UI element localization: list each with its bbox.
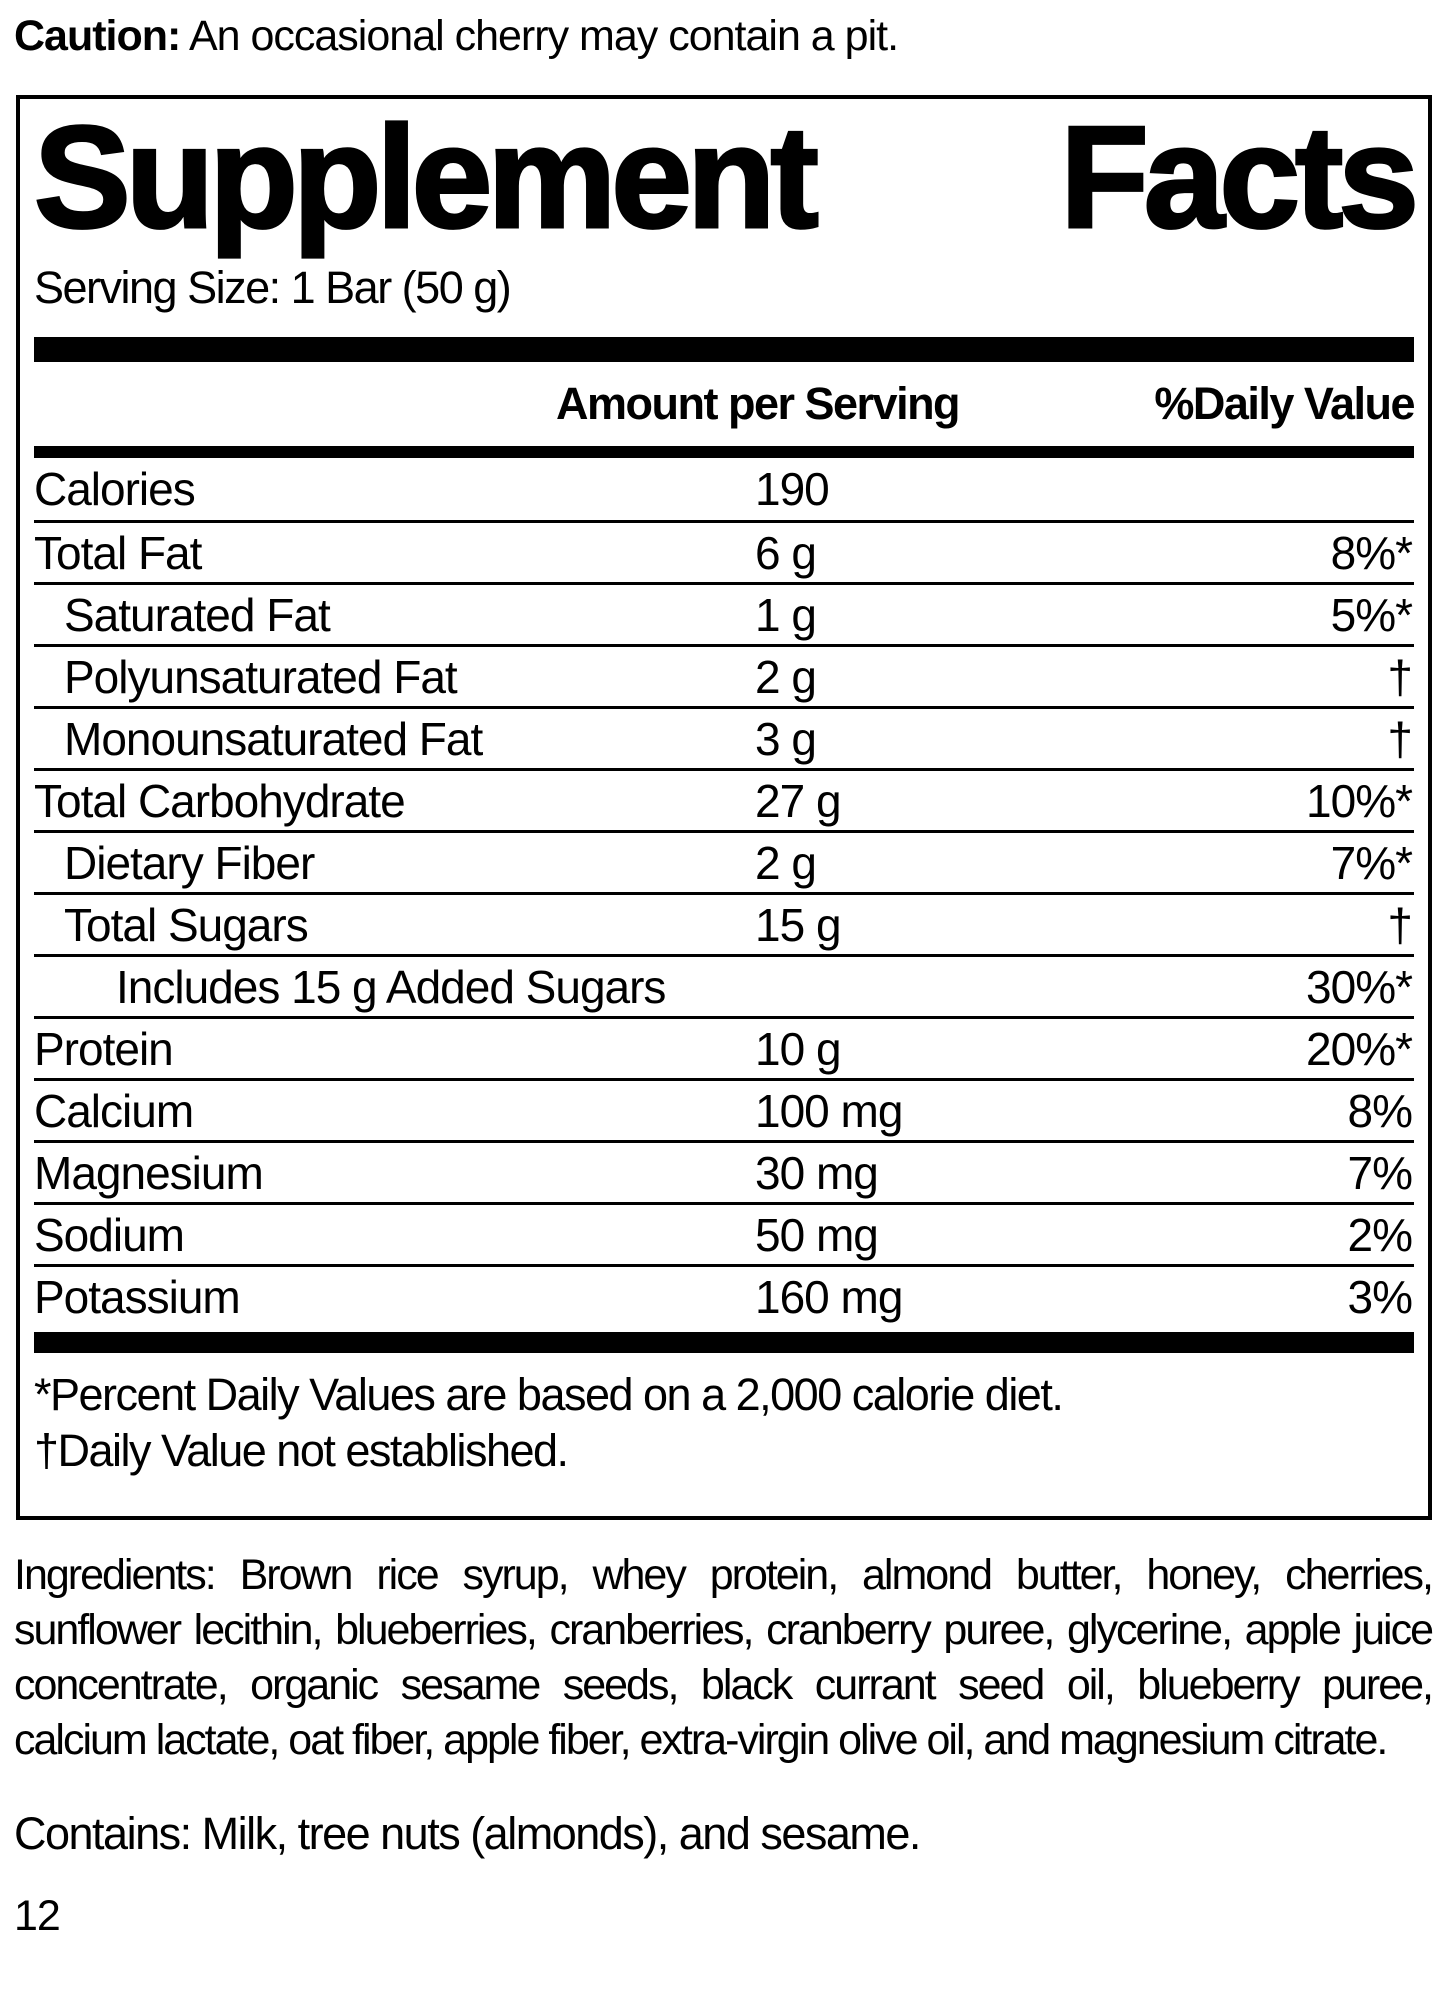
caution-line [14,12,898,61]
footnote-daily-values: *Percent Daily Values are based on a 2,000 calorie diet. [34,1369,1063,1420]
nutrient-amount: 160 mg [755,1270,903,1323]
contains-statement: Contains: Milk, tree nuts (almonds), and sesame. [14,1808,920,1859]
nutrient-amount: 2 g [755,836,816,889]
column-header-row [34,362,1414,446]
table-row [34,768,1414,830]
nutrient-label: Total Carbohydrate [34,774,405,827]
nutrient-dv: † [1387,650,1412,703]
page-number: 12 [14,1892,60,1940]
nutrient-amount: 30 mg [755,1146,878,1199]
table-row [34,1140,1414,1202]
nutrient-amount: 190 [755,463,829,515]
column-header-daily-value: %Daily Value [1154,378,1414,429]
nutrient-dv: 5%* [1330,588,1412,641]
divider-bar-under-header [34,446,1414,458]
nutrient-dv: 3% [1347,1270,1412,1323]
nutrient-label: Dietary Fiber [64,836,315,889]
nutrient-label: Calories [34,463,195,515]
nutrient-dv: 7% [1347,1146,1412,1199]
nutrient-amount: 50 mg [755,1208,878,1261]
nutrient-label: Magnesium [34,1146,263,1199]
caution-label: Caution: [14,12,181,60]
caution-text: An occasional cherry may contain a pit. [188,12,899,60]
ingredients-paragraph: Ingredients: Brown rice syrup, whey protein, almond butter, honey, cherries, sunflower lecithin, blueberries, cranberries, cranberry puree, glycerine, apple juice concentrate, organic sesame seeds, black currant seed oil, blueberry puree, calcium lactate, oat fiber, apple fiber, extra-virgin olive oil, and magnesium citrate. [14,1551,1432,1764]
nutrient-dv: 30%* [1306,960,1412,1013]
serving-size: Serving Size: 1 Bar (50 g) [34,262,511,313]
nutrient-amount: 1 g [755,588,816,641]
table-row [34,1078,1414,1140]
divider-bar-thick-bottom [34,1332,1414,1353]
table-row [34,644,1414,706]
nutrient-dv: 20%* [1306,1022,1412,1075]
nutrient-amount: 15 g [755,898,841,951]
nutrient-dv: † [1387,898,1412,951]
nutrient-amount: 27 g [755,774,841,827]
panel-title-word1: Supplement [34,96,814,258]
nutrient-label: Monounsaturated Fat [64,712,483,765]
nutrient-amount: 10 g [755,1022,841,1075]
table-row [34,954,1414,1016]
table-row [34,1016,1414,1078]
nutrient-label: Protein [34,1022,173,1075]
nutrient-label: Total Fat [34,526,202,579]
supplement-facts-panel [16,95,1432,1520]
footnotes [34,1353,1414,1479]
nutrient-label: Total Sugars [64,898,308,951]
nutrient-amount: 6 g [755,526,816,579]
table-row [34,892,1414,954]
nutrient-dv: 8%* [1330,526,1412,579]
table-row [34,582,1414,644]
nutrient-dv: 10%* [1306,774,1412,827]
table-row [34,520,1414,582]
table-row [34,1202,1414,1264]
nutrient-amount: 100 mg [755,1084,903,1137]
table-row [34,1264,1414,1326]
table-row [34,706,1414,768]
nutrient-label: Saturated Fat [64,588,330,641]
nutrient-amount: 2 g [755,650,816,703]
nutrient-rows [34,458,1414,1326]
nutrient-dv: 2% [1347,1208,1412,1261]
nutrient-dv: 7%* [1330,836,1412,889]
footnote-dagger: †Daily Value not established. [34,1425,568,1476]
nutrient-label: Includes 15 g Added Sugars [116,960,666,1013]
nutrient-amount: 3 g [755,712,816,765]
nutrient-dv: 8% [1347,1084,1412,1137]
nutrient-label: Calcium [34,1084,194,1137]
bottom-section [14,1548,1432,1941]
nutrient-dv: † [1387,712,1412,765]
table-row [34,830,1414,892]
panel-title-word2: Facts [1060,96,1414,258]
divider-bar-thick-top [34,337,1414,362]
column-header-amount: Amount per Serving [556,378,960,429]
nutrient-label: Sodium [34,1208,184,1261]
table-row [34,458,1414,520]
panel-title [34,96,1414,258]
nutrient-label: Potassium [34,1270,240,1323]
nutrient-label: Polyunsaturated Fat [64,650,457,703]
